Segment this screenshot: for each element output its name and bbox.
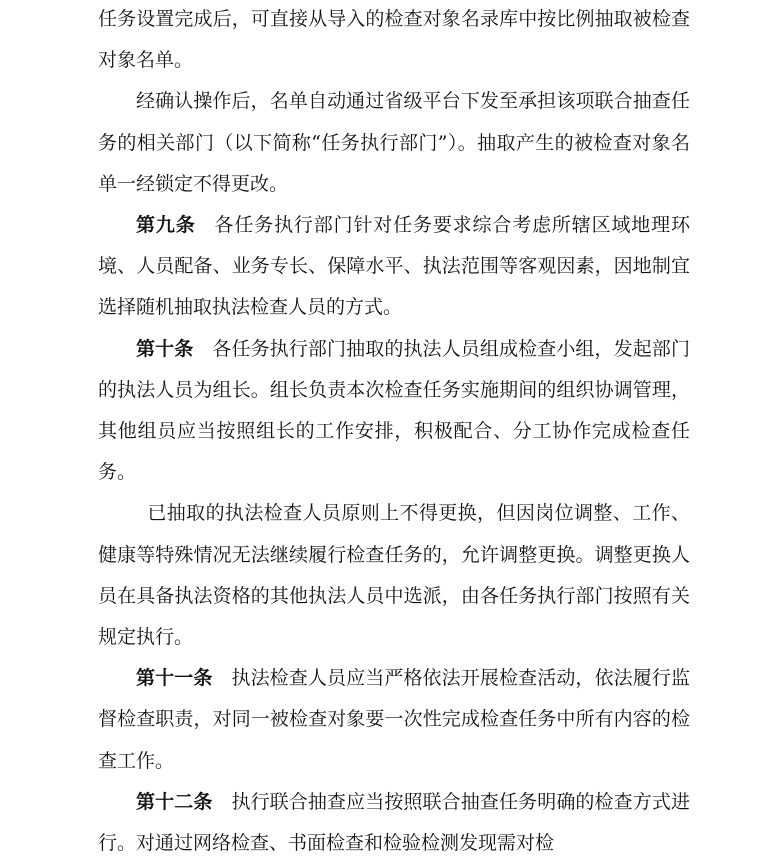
paragraph-2 <box>98 81 690 205</box>
paragraph-2-text: 经确认操作后，名单自动通过省级平台下发至承担该项联合抽查任务的相关部门（以下简称“任务执行部门”）。抽取产生的被检查对象名单一经锁定不得更改。 <box>98 90 690 195</box>
article-12-heading: 第十二条 <box>136 790 213 813</box>
article-10 <box>98 329 690 494</box>
article-12 <box>98 782 690 864</box>
paragraph-1-text: 任务设置完成后，可直接从导入的检查对象名录库中按比例抽取被检查对象名单。 <box>98 8 690 72</box>
article-10-heading: 第十条 <box>136 337 194 360</box>
article-11-text: 执法检查人员应当严格依法开展检查活动，依法履行监督检查职责，对同一被检查对象要一次性完成检查任务中所有内容的检查工作。 <box>98 667 690 772</box>
article-11-heading: 第十一条 <box>136 667 213 690</box>
article-9-heading: 第九条 <box>136 214 196 237</box>
paragraph-5-text: 已抽取的执法检查人员原则上不得更换，但因岗位调整、工作、健康等特殊情况无法继续履行检查任务的，允许调整更换。调整更换人员在具备执法资格的其他执法人员中选派，由各任务执行部门按照有关规定执行。 <box>98 502 690 649</box>
article-10-text: 各任务执行部门抽取的执法人员组成检查小组，发起部门的执法人员为组长。组长负责本次检查任务实施期间的组织协调管理，其他组员应当按照组长的工作安排，积极配合、分工协作完成检查任务。 <box>98 337 690 484</box>
article-9-text: 各任务执行部门针对任务要求综合考虑所辖区域地理环境、人员配备、业务专长、保障水平、执法范围等客观因素，因地制宜选择随机抽取执法检查人员的方式。 <box>98 214 690 319</box>
article-9 <box>98 205 690 329</box>
article-11 <box>98 658 690 782</box>
paragraph-1 <box>98 0 690 81</box>
article-12-text: 执行联合抽查应当按照联合抽查任务明确的检查方式进行。对通过网络检查、书面检查和检验检测发现需对检 <box>98 790 690 855</box>
document-page <box>98 0 690 864</box>
paragraph-5 <box>98 493 690 658</box>
